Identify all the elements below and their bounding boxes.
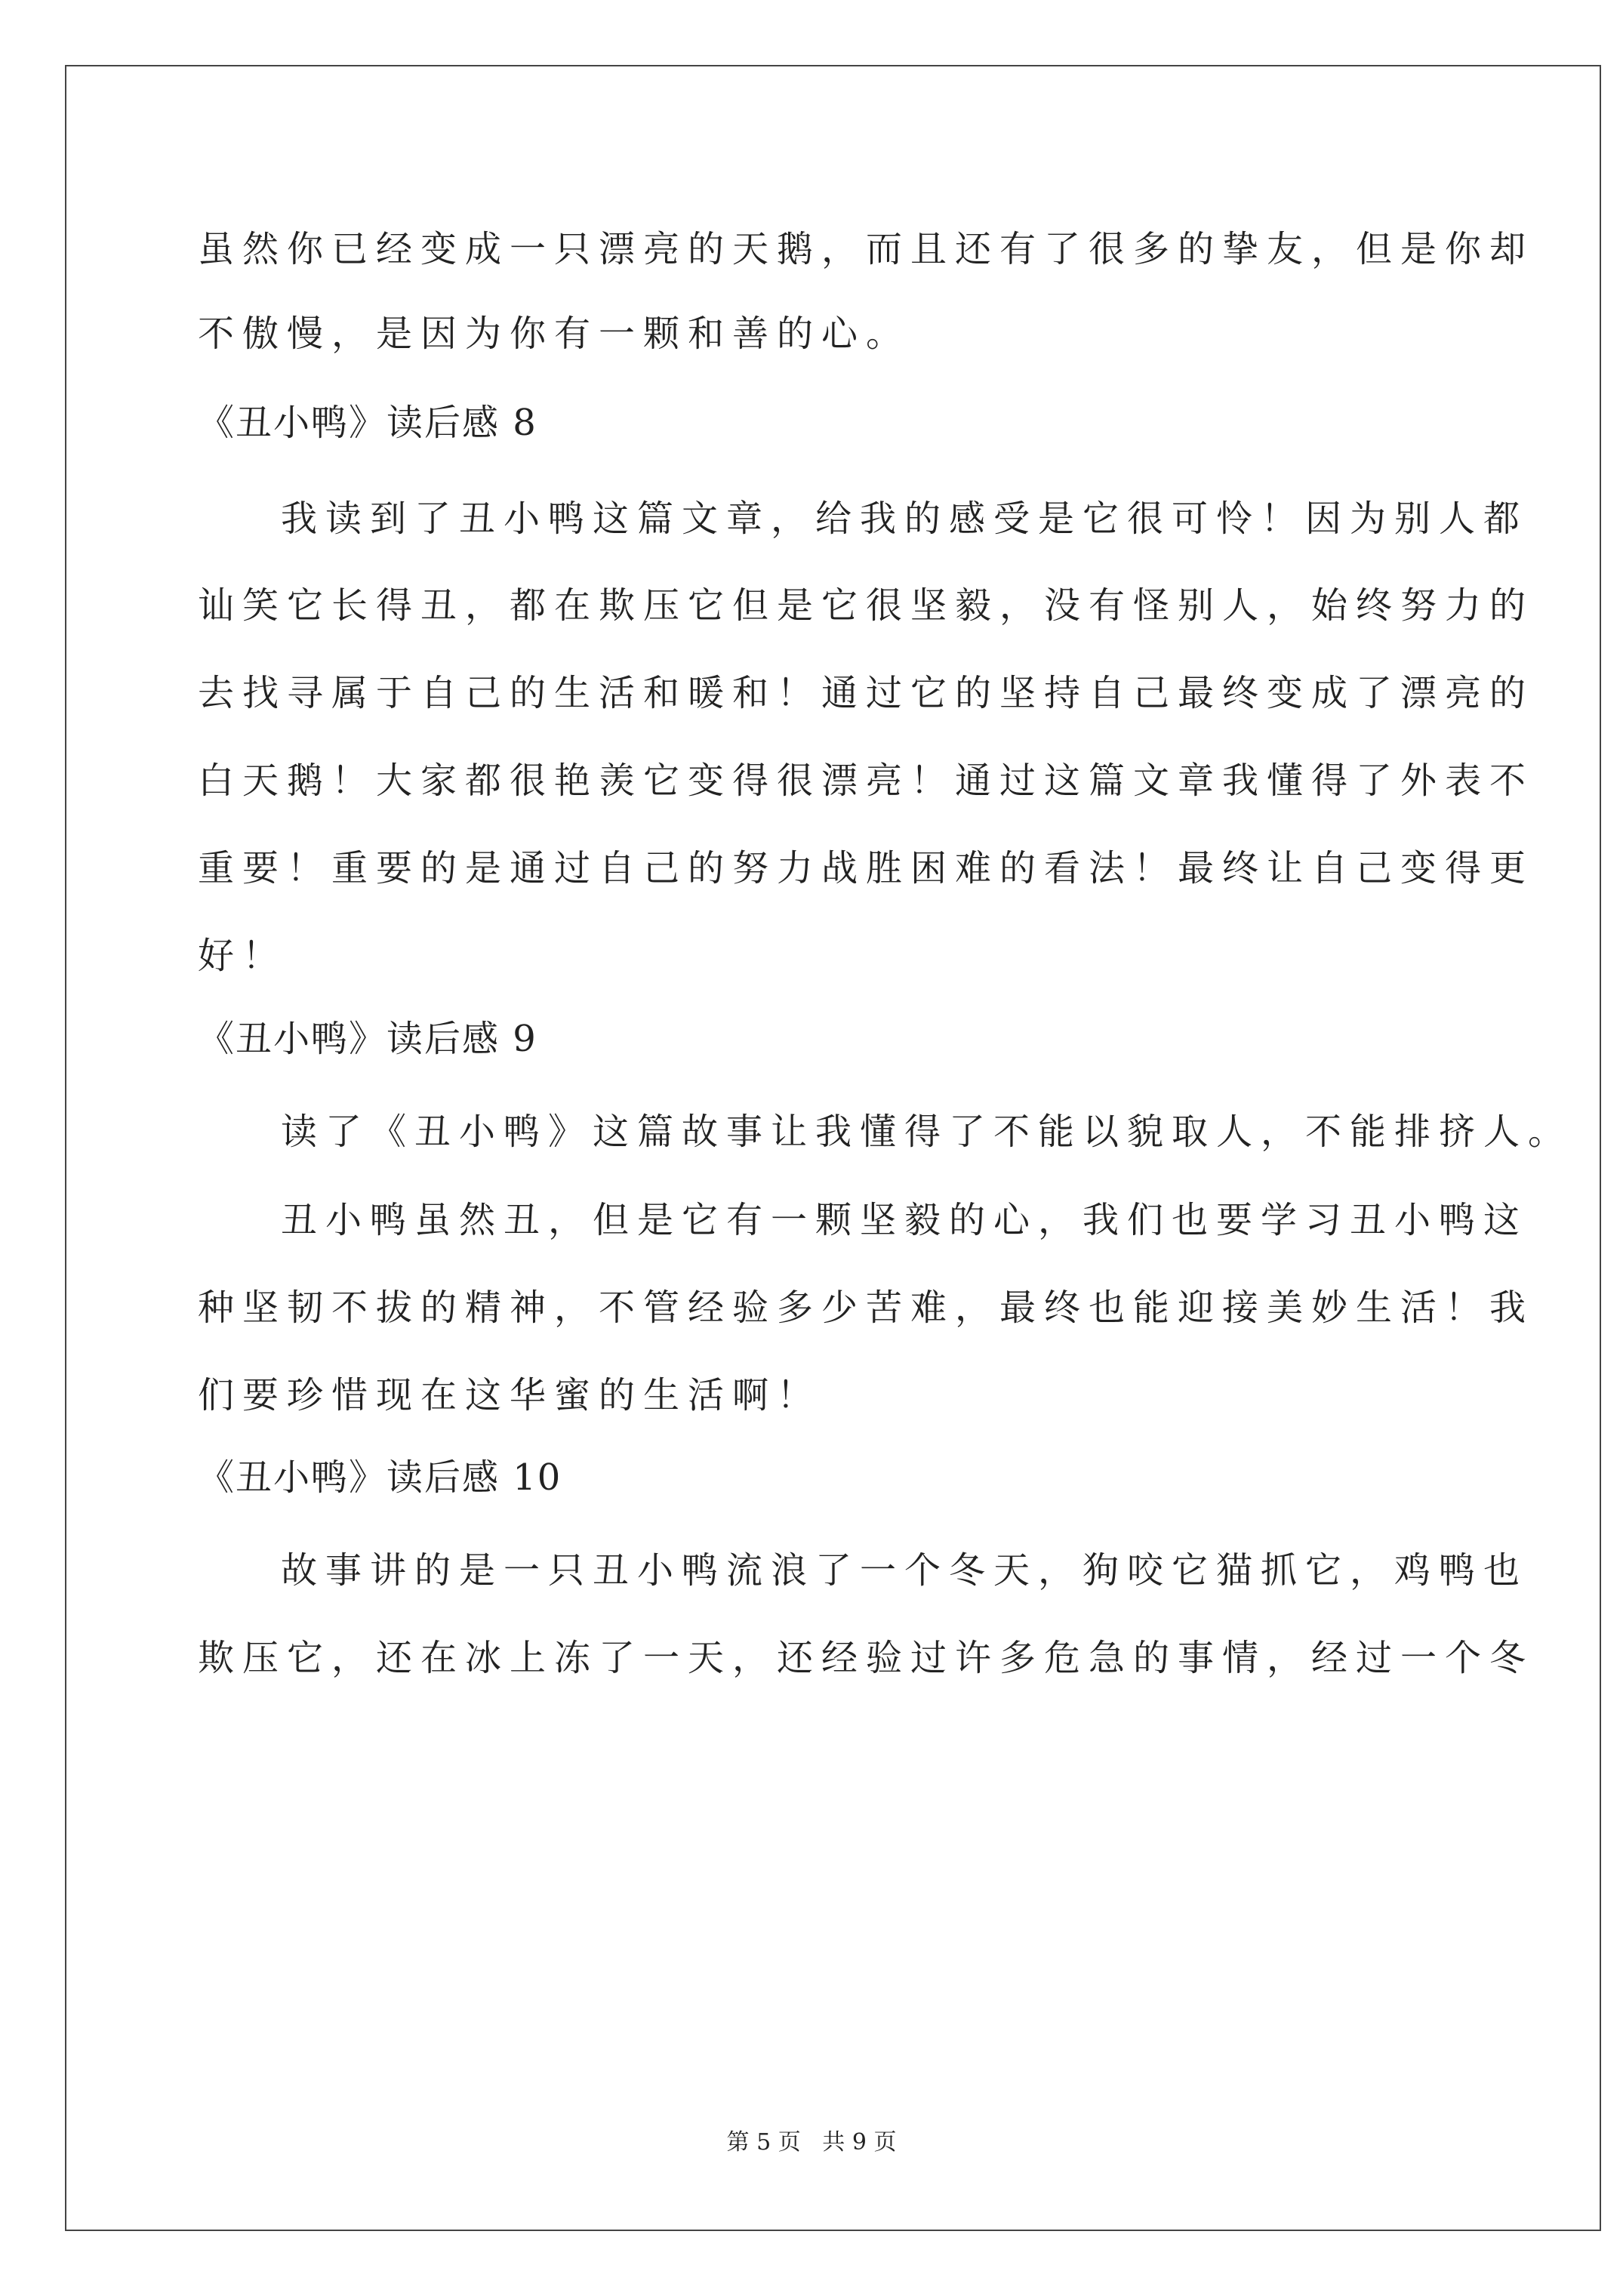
paragraph-line: 我读到了丑小鸭这篇文章，给我的感受是它很可怜！因为别人都 <box>281 498 1529 540</box>
page-number-footer: 第 5 页 共 9 页 <box>726 2129 897 2156</box>
paragraph-line: 不傲慢，是因为你有一颗和善的心。 <box>198 313 911 355</box>
paragraph-line: 丑小鸭虽然丑，但是它有一颗坚毅的心，我们也要学习丑小鸭这 <box>281 1199 1529 1241</box>
paragraph-line: 欺压它，还在冰上冻了一天，还经验过许多危急的事情，经过一个冬 <box>198 1637 1535 1679</box>
section-heading: 《丑小鸭》读后感 9 <box>198 1018 537 1060</box>
paragraph-line: 们要珍惜现在这华蜜的生活啊！ <box>198 1374 822 1416</box>
paragraph-line: 好！ <box>198 935 288 977</box>
paragraph-line: 去找寻属于自己的生活和暖和！通过它的坚持自己最终变成了漂亮的 <box>198 672 1535 714</box>
paragraph-line: 种坚韧不拔的精神，不管经验多少苦难，最终也能迎接美妙生活！我 <box>198 1287 1535 1329</box>
paragraph-line: 故事讲的是一只丑小鸭流浪了一个冬天，狗咬它猫抓它，鸡鸭也 <box>281 1549 1529 1592</box>
paragraph-line: 读了《丑小鸭》这篇故事让我懂得了不能以貌取人，不能排挤人。 <box>281 1111 1573 1153</box>
paragraph-line: 虽然你已经变成一只漂亮的天鹅，而且还有了很多的挚友，但是你却 <box>198 228 1535 270</box>
paragraph-line: 讪笑它长得丑，都在欺压它但是它很坚毅，没有怪别人，始终努力的 <box>198 584 1535 627</box>
section-heading: 《丑小鸭》读后感 10 <box>198 1456 562 1499</box>
section-heading: 《丑小鸭》读后感 8 <box>198 402 537 444</box>
paragraph-line: 重要！重要的是通过自己的努力战胜困难的看法！最终让自己变得更 <box>198 847 1535 889</box>
paragraph-line: 白天鹅！大家都很艳羡它变得很漂亮！通过这篇文章我懂得了外表不 <box>198 760 1535 802</box>
